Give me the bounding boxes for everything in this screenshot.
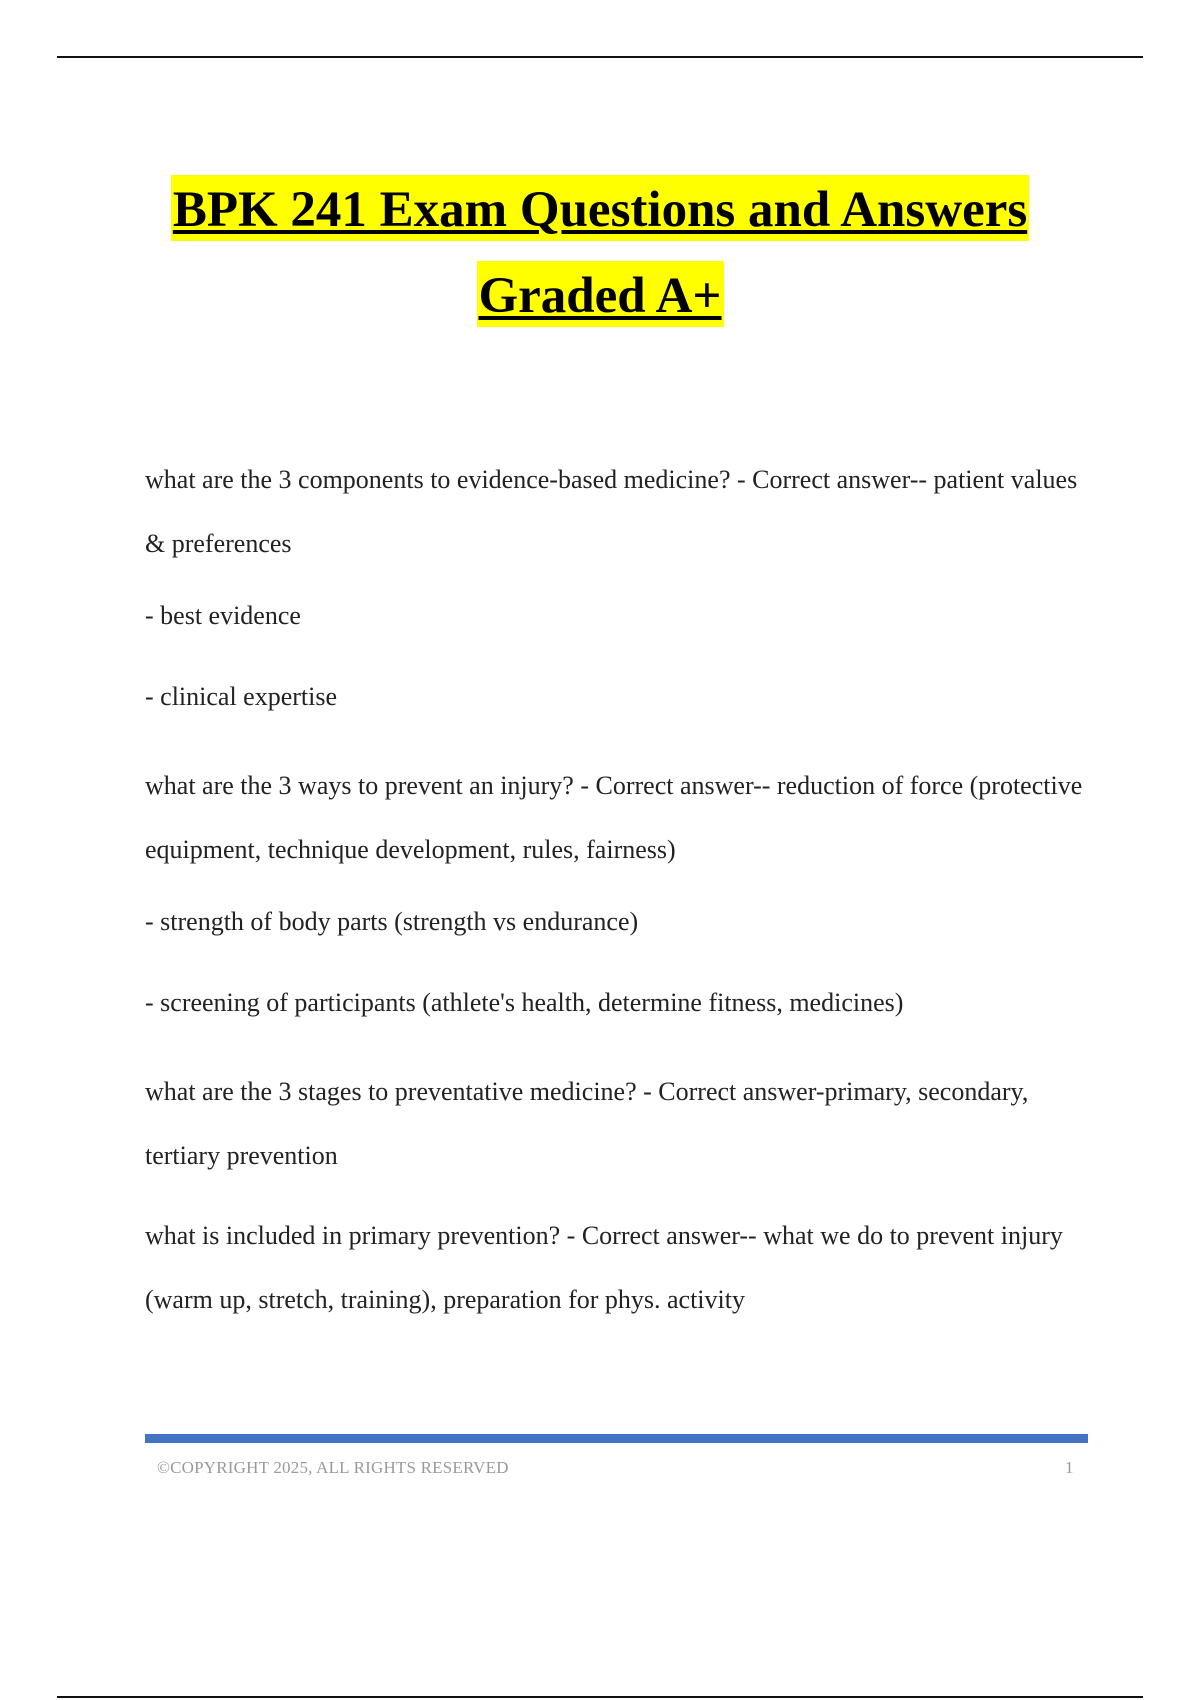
footer-bar (145, 1434, 1088, 1443)
document-title (0, 175, 1200, 327)
qa-bullet: - best evidence (145, 601, 301, 630)
title-line-1: BPK 241 Exam Questions and Answers (171, 175, 1029, 241)
qa-paragraph: what is included in primary prevention? - Correct answer-- what we do to prevent injury (warm up, stretch, training), preparation for phys. activity (145, 1221, 1063, 1314)
qa-paragraph: what are the 3 components to evidence-based medicine? - Correct answer-- patient values & preferences (145, 465, 1078, 558)
top-rule (57, 56, 1143, 58)
qa-bullet: - strength of body parts (strength vs endurance) (145, 907, 639, 936)
qa-paragraph: what are the 3 stages to preventative medicine? - Correct answer-primary, secondary, tertiary prevention (145, 1077, 1029, 1170)
footer-page-number: 1 (1065, 1458, 1074, 1477)
qa-bullet: - clinical expertise (145, 682, 338, 711)
qa-paragraph: what are the 3 ways to prevent an injury? - Correct answer-- reduction of force (protective equipment, technique development, rules, fairness) (145, 771, 1083, 864)
bottom-rule (57, 1696, 1143, 1698)
title-line-2: Graded A+ (477, 261, 724, 327)
footer-copyright: ©COPYRIGHT 2025, ALL RIGHTS RESERVED (157, 1458, 509, 1477)
qa-bullet: - screening of participants (athlete's health, determine fitness, medicines) (145, 988, 904, 1017)
qa-content (145, 448, 1095, 1348)
